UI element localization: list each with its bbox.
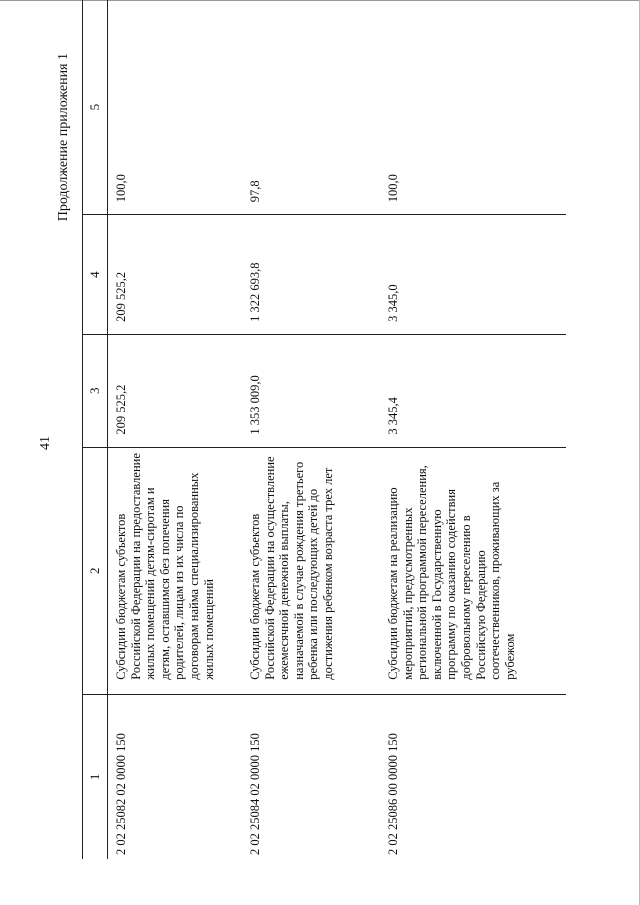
table-row [108,0,243,859]
column-header-1: 1 [83,694,108,859]
actual-amount: 209 525,2 [108,215,243,335]
row-description: Субсидии бюджетам на реализацию мероприятий, предусмотренных региональной программой переселения, включенной в Государственную программу по оказанию содействия добровольному переселению в Российскую Федерацию соотечественников, проживающих за рубежом [380,447,566,694]
row-description: Субсидии бюджетам субъектов Российской Федерации на осуществление ежемесячной денежной выплаты, назначаемой в случае рождения третьего ребенка или последующих детей до достижения ребенком возраста трех лет [242,447,380,694]
appendix-table [82,0,566,859]
execution-percent: 100,0 [108,0,243,215]
execution-percent: 100,0 [380,0,566,215]
column-header-5: 5 [83,0,108,215]
row-description: Субсидии бюджетам субъектов Российской Федерации на предоставление жилых помещений детям-сиротам и детям, оставшимся без попечения родителей, лицам из их числа по договорам найма специализированных жилых помещений [108,447,243,694]
actual-amount: 3 345,0 [380,215,566,335]
budget-code: 2 02 25084 02 0000 150 [242,694,380,859]
table-row [242,0,380,859]
column-header-3: 3 [83,334,108,447]
budget-code: 2 02 25086 00 0000 150 [380,694,566,859]
continuation-label: Продолжение приложения 1 [56,53,71,222]
planned-amount: 209 525,2 [108,334,243,447]
planned-amount: 1 353 009,0 [242,334,380,447]
page-number: 41 [38,436,53,450]
execution-percent: 97,8 [242,0,380,215]
planned-amount: 3 345,4 [380,334,566,447]
table-row [380,0,566,859]
budget-code: 2 02 25082 02 0000 150 [108,694,243,859]
actual-amount: 1 322 693,8 [242,215,380,335]
column-header-4: 4 [83,215,108,335]
table-header-row [83,0,108,859]
column-header-2: 2 [83,447,108,694]
